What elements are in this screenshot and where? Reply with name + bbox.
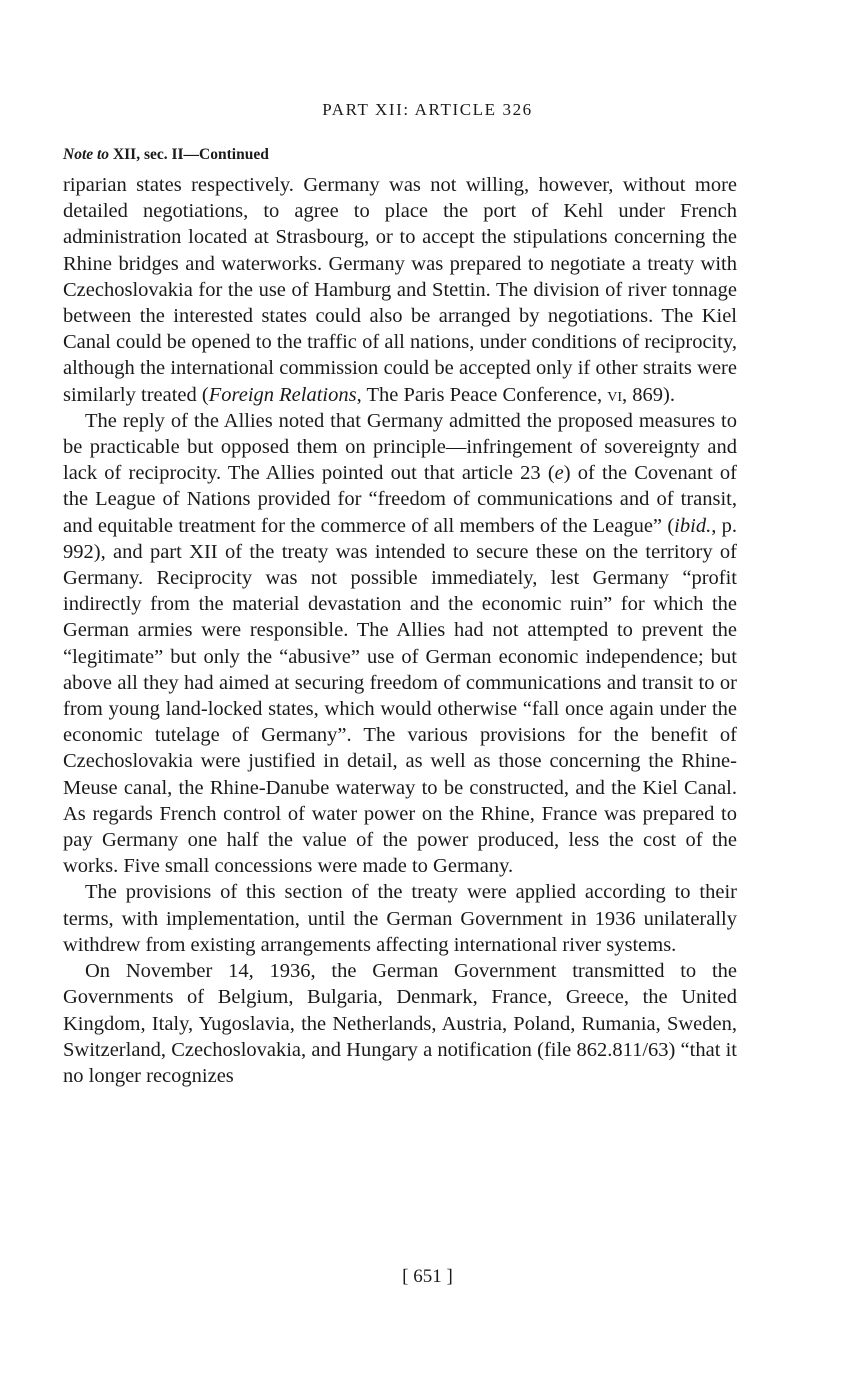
paragraph-1-text-b: , The Paris Peace Conference, bbox=[356, 383, 608, 406]
note-label-italic: Note to bbox=[63, 146, 110, 163]
paragraph-2-text-b: ) of the Covenant of the League of Nations provided for “freedom of communications and of transit, and equitable treatment for the commerce of all members of the League” ( bbox=[63, 462, 737, 537]
paragraph-1-text: riparian states respectively. Germany was not willing, however, without more detailed negotiations, to agree to place the port of Kehl under French administration located at Strasbourg, or to accept the stipulations concerning the Rhine bridges and waterworks. Germany was prepared to negotiate a treaty with Czechoslovakia for the use of Hamburg and Stettin. The division of river tonnage between the interested states could also be arranged by negotiations. The Kiel Canal could be opened to the traffic of all nations, under conditions of reciprocity, although the international commission could be accepted only if other straits were similarly treated ( bbox=[63, 174, 737, 406]
paragraph-2 bbox=[63, 408, 737, 880]
body-text bbox=[63, 172, 737, 1089]
paragraph-2-text-c: , p. 992), and part XII of the treaty was intended to secure these on the territory of Germany. Reciprocity was not possible immediately, lest Germany “profit indirectly from the material devastation and the economic ruin” for which the German armies were responsible. The Allies had not attempted to prevent the “legitimate” but only the “abusive” use of German economic independence; but above all they had aimed at securing freedom of communications and transit to or from young land-locked states, which would otherwise “fall once again under the economic tutelage of Germany”. The various provisions for the benefit of Czechoslovakia were justified in detail, as well as those concerning the Rhine-Meuse canal, the Rhine-Danube waterway to be constructed, and the Kiel Canal. As regards French control of water power on the Rhine, France was prepared to pay Germany one half the value of the power produced, less the cost of the works. Five small concessions were made to Germany. bbox=[63, 514, 738, 878]
citation-ibid: ibid. bbox=[674, 514, 712, 537]
page-number: [ 651 ] bbox=[402, 1266, 453, 1287]
paragraph-1 bbox=[63, 172, 737, 408]
paragraph-4: On November 14, 1936, the German Government transmitted to the Governments of Belgium, Bulgaria, Denmark, France, Greece, the United Kingdom, Italy, Yugoslavia, the Netherlands, Austria, Poland, Rumania, Sweden, Switzerland, Czechoslovakia, and Hungary a notification (file 862.811/63) “that it no longer recognizes bbox=[63, 960, 737, 1087]
section-note-heading bbox=[63, 146, 269, 164]
note-label-rest: XII, sec. II—Continued bbox=[109, 146, 269, 163]
paragraph-1-text-c: , 869). bbox=[622, 383, 675, 406]
citation-foreign-relations: Foreign Relations bbox=[208, 383, 357, 406]
paragraph-2-text: The reply of the Allies noted that Germany admitted the proposed measures to be practicable but opposed them on principle—infringement of sovereignty and lack of reciprocity. The Allies pointed out that article 23 ( bbox=[63, 409, 737, 485]
volume-numeral: vi bbox=[607, 383, 623, 406]
article-letter: e bbox=[554, 462, 564, 485]
running-head: PART XII: ARTICLE 326 bbox=[322, 100, 533, 119]
paragraph-3: The provisions of this section of the treaty were applied according to their terms, with implementation, until the German Government in 1936 unilaterally withdrew from existing arrangements affecting international river systems. bbox=[63, 881, 737, 956]
